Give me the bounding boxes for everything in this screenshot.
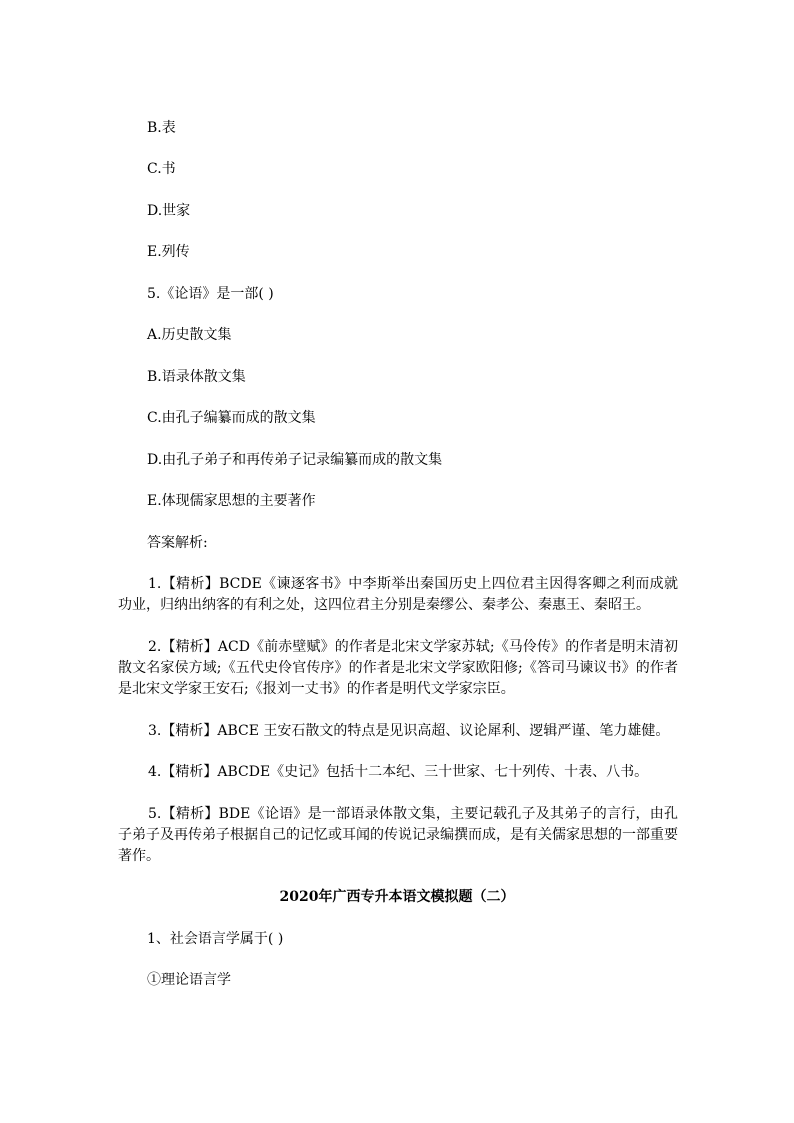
q5-option-d: D.由孔子弟子和再传弟子记录编纂而成的散文集: [147, 452, 443, 468]
option-c: C.书: [147, 161, 176, 177]
next-question-option-1: ①理论语言学: [147, 972, 231, 988]
option-e: E.列传: [147, 244, 190, 260]
q5-option-e: E.体现儒家思想的主要著作: [147, 493, 316, 509]
explanation-3: 3.【精析】ABCE 王安石散文的特点是见识高超、议论犀利、逻辑严谨、笔力雄健。: [148, 723, 670, 739]
q5-option-a: A.历史散文集: [147, 327, 232, 343]
q5-option-c: C.由孔子编纂而成的散文集: [147, 410, 316, 426]
q5-option-b: B.语录体散文集: [147, 369, 246, 385]
explanation-2: 2.【精析】ACD《前赤壁赋》的作者是北宋文学家苏轼;《马伶传》的作者是明末清初散文名家侯方域;《五代史伶官传序》的作者是北宋文学家欧阳修;《答司马谏议书》的作者是北宋文学家王安石;《报刘一丈书》的作者是明代文学家宗臣。: [118, 639, 678, 697]
section-title: 2020年广西专升本语文模拟题（二）: [279, 889, 515, 905]
option-b: B.表: [147, 120, 176, 136]
next-question-stem: 1、社会语言学属于( ): [147, 931, 284, 947]
explanation-1: 1.【精析】BCDE《谏逐客书》中李斯举出秦国历史上四位君主因得客卿之利而成就功业，归纳出纳客的有利之处，这四位君主分别是秦缪公、秦孝公、秦惠王、秦昭王。: [118, 576, 678, 613]
question-5-stem: 5.《论语》是一部( ): [147, 286, 274, 302]
explanation-4: 4.【精析】ABCDE《史记》包括十二本纪、三十世家、七十列传、十表、八书。: [148, 764, 649, 780]
explanation-5: 5.【精析】BDE《论语》是一部语录体散文集，主要记载孔子及其弟子的言行，由孔子弟子及再传弟子根据自己的记忆或耳闻的传说记录编撰而成，是有关儒家思想的一部重要著作。: [118, 806, 678, 864]
answer-heading: 答案解析:: [147, 535, 208, 551]
option-d: D.世家: [147, 203, 191, 219]
